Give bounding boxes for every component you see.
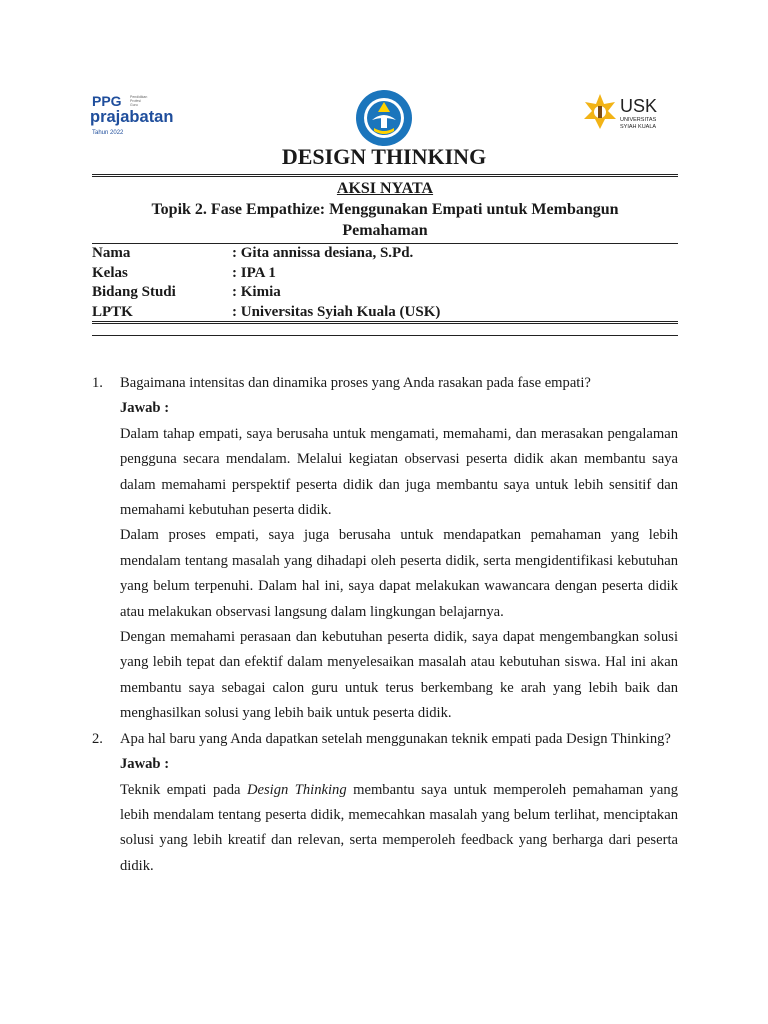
- usk-logo: [580, 92, 690, 134]
- topic-line-2: Pemahaman: [342, 222, 428, 239]
- info-value: : Kimia: [232, 284, 281, 300]
- answer-label: Jawab :: [120, 400, 170, 417]
- ppg-logo-text: PPG: [92, 93, 122, 109]
- topic-line-1: Topik 2. Fase Empathize: Menggunakan Empati untuk Membangun: [151, 201, 619, 218]
- question-number: 1.: [92, 375, 103, 391]
- questions-section: [92, 371, 678, 879]
- info-row-nama: [92, 244, 678, 264]
- info-row-kelas: [92, 264, 678, 284]
- identity-table: [92, 244, 678, 322]
- question-text: Bagaimana intensitas dan dinamika proses yang Anda rasakan pada fase empati?: [120, 375, 591, 391]
- answer-paragraph: Teknik empati pada Design Thinking membantu saya untuk memperoleh pemahaman yang lebih mendalam tentang peserta didik, memecahkan masalah yang belum terlihat, menciptakan solusi yang lebih kreatif dan relevan, serta memperoleh feedback yang berharga dari peserta didik.: [120, 781, 678, 874]
- ppg-year-text: Tahun 2022: [92, 130, 124, 136]
- info-value: : IPA 1: [232, 264, 276, 281]
- question-item-1: [92, 371, 678, 727]
- ppg-prajabatan-logo: [90, 92, 200, 137]
- svg-text:SYIAH KUALA: SYIAH KUALA: [620, 124, 657, 130]
- info-bottom-divider: [92, 321, 678, 324]
- info-label: Bidang Studi: [92, 284, 176, 300]
- question-number: 2.: [92, 730, 103, 747]
- question-item-2: [92, 727, 678, 879]
- svg-text:UNIVERSITAS: UNIVERSITAS: [620, 117, 657, 123]
- info-row-lptk: [92, 303, 678, 323]
- answer-paragraph: Dalam proses empati, saya juga berusaha untuk mendapatkan pemahaman yang lebih mendalam tentang masalah yang dihadapi oleh peserta didik, serta mengidentifikasi kebutuhan yang belum terpenuhi. Dalam hal ini, saya dapat melakukan wawancara dengan peserta didik atau melakukan observasi langsung dalam lingkungan belajarnya.: [120, 527, 678, 620]
- usk-logo-abbr: USK: [620, 96, 658, 116]
- svg-text:Guru: Guru: [130, 103, 138, 107]
- info-label: Kelas: [92, 264, 128, 281]
- page-title: DESIGN THINKING: [281, 144, 487, 169]
- info-label: Nama: [92, 245, 131, 261]
- answer-paragraph: Dengan memahami perasaan dan kebutuhan peserta didik, saya dapat mengembangkan solusi yang lebih tepat dan efektif dalam menyelesaikan masalah atau kebutuhan siswa. Hal ini akan membantu saya sebagai calon guru untuk terus berkembang ke arah yang lebih baik dan menghasilkan solusi yang lebih baik untuk peserta didik.: [120, 629, 678, 722]
- answer-paragraph: Dalam tahap empati, saya berusaha untuk mengamati, memahami, dan merasakan pengalaman pengguna secara mendalam. Melalui kegiatan observasi peserta didik akan membantu saya dalam memahami perspektif peserta didik dan juga membantu saya untuk lebih sensitif dan memahami kebutuhan peserta didik.: [120, 425, 678, 519]
- section-divider: [92, 335, 678, 336]
- info-label: LPTK: [92, 303, 133, 320]
- subtitle: AKSI NYATA: [336, 180, 434, 197]
- info-value: : Universitas Syiah Kuala (USK): [232, 303, 441, 320]
- prajabatan-logo-text: prajabatan: [90, 108, 174, 126]
- design-thinking-term: Design Thinking: [246, 781, 347, 798]
- svg-text:Pendidikan: Pendidikan: [130, 95, 148, 99]
- info-row-bidang-studi: [92, 283, 678, 303]
- tut-wuri-handayani-emblem-icon: [354, 88, 414, 148]
- question-text: Apa hal baru yang Anda dapatkan setelah menggunakan teknik empati pada Design Thinking?: [120, 730, 671, 747]
- answer-label: Jawab :: [120, 756, 170, 773]
- info-value: : Gita annissa desiana, S.Pd.: [232, 245, 414, 261]
- svg-text:Profesi: Profesi: [130, 99, 141, 103]
